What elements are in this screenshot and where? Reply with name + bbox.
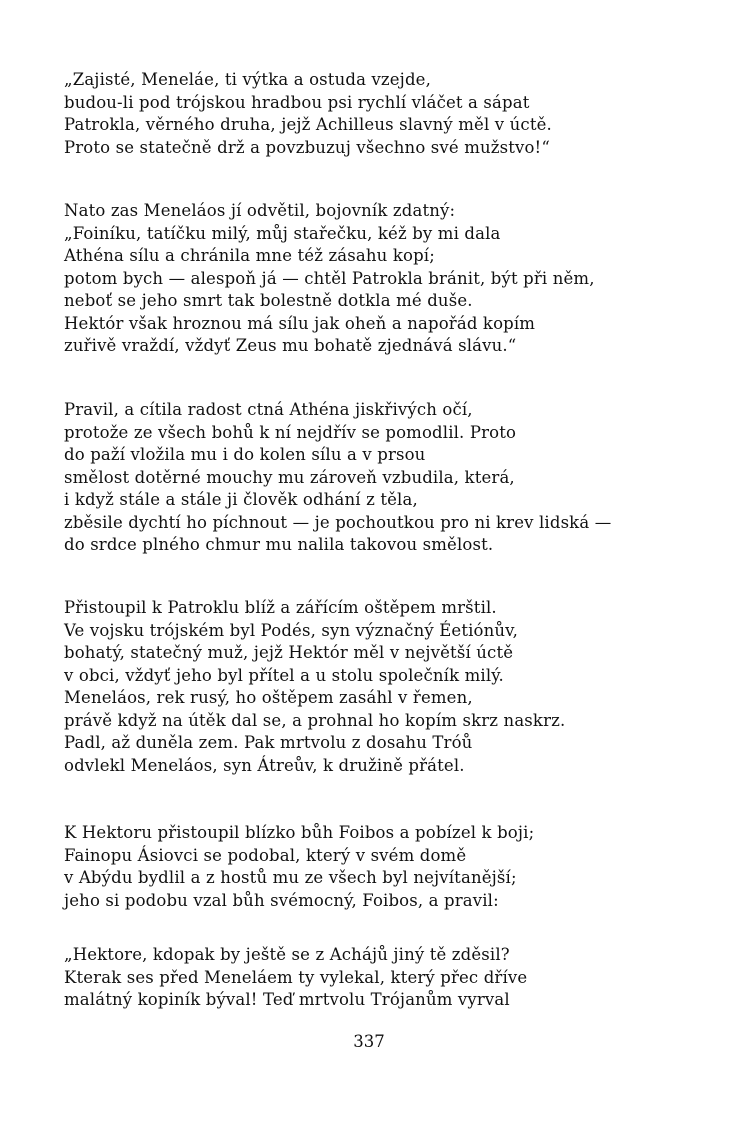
verse-line: „Hektore, kdopak by ještě se z Achájů jiný tě zděsil? xyxy=(64,945,510,964)
verse-line: budou-li pod trójskou hradbou psi rychlí vláčet a sápat xyxy=(64,92,530,112)
verse-line: K Hektoru přistoupil blízko bůh Foibos a pobízel k boji; xyxy=(64,823,535,842)
verse-line: jeho si podobu vzal bůh svémocný, Foibos, a pravil: xyxy=(64,890,499,910)
verse-line: i když stále a stále ji člověk odhání z těla, xyxy=(64,490,418,509)
stanza-3 xyxy=(64,399,704,557)
verse-line: Athéna sílu a chránila mne též zásahu kopí; xyxy=(64,246,435,265)
verse-line: Proto se statečně drž a povzbuzuj všechno své mužstvo!“ xyxy=(64,137,550,157)
verse-line: protože ze všech bohů k ní nejdřív se pomodlil. Proto xyxy=(64,422,517,442)
verse-line: zuřivě vraždí, vždyť Zeus mu bohatě zjednává slávu.“ xyxy=(64,336,517,355)
verse-line: Patrokla, věrného druha, jejž Achilleus slavný měl v úctě. xyxy=(64,115,552,134)
verse-line: Fainopu Ásiovci se podobal, který v svém domě xyxy=(64,845,467,865)
verse-line: Ve vojsku trójském byl Podés, syn význačný Éetiónův, xyxy=(64,620,519,640)
verse-line: „Foiníku, tatíčku milý, můj stařečku, kéž by mi dala xyxy=(64,223,501,243)
verse-line: zběsile dychtí ho píchnout — je pochoutkou pro ni krev lidská — xyxy=(64,512,612,532)
verse-line: Pravil, a cítila radost ctná Athéna jiskřivých očí, xyxy=(64,400,473,419)
verse-line: v obci, vždyť jeho byl přítel a u stolu společník milý. xyxy=(64,665,504,685)
verse-line: do srdce plného chmur mu nalila takovou smělost. xyxy=(64,535,494,554)
verse-line: odvlekl Meneláos, syn Átreův, k družině přátel. xyxy=(64,755,465,775)
verse-line: Padl, až duněla zem. Pak mrtvolu z dosahu Tróů xyxy=(64,733,473,752)
verse-line: právě když na útěk dal se, a prohnal ho kopím skrz naskrz. xyxy=(64,710,566,730)
verse-line: do paží vložila mu i do kolen sílu a v prsou xyxy=(64,445,426,464)
stanza-1 xyxy=(64,69,704,159)
verse-line: Kterak ses před Meneláem ty vylekal, který přec dříve xyxy=(64,967,528,987)
verse-line: „Zajisté, Meneláe, ti výtka a ostuda vzejde, xyxy=(64,70,431,89)
verse-line: smělost dotěrné mouchy mu zároveň vzbudila, která, xyxy=(64,467,515,487)
verse-line: potom bych — alespoň já — chtěl Patrokla bránit, být při něm, xyxy=(64,268,595,288)
verse-line: neboť se jeho smrt tak bolestně dotkla mé duše. xyxy=(64,291,473,310)
page-number: 337 xyxy=(353,1032,385,1051)
verse-line: Přistoupil k Patroklu blíž a zářícím oštěpem mrštil. xyxy=(64,598,497,617)
verse-line: bohatý, statečný muž, jejž Hektór měl v největší úctě xyxy=(64,643,514,662)
stanza-4 xyxy=(64,597,704,777)
verse-line: Meneláos, rek rusý, ho oštěpem zasáhl v řemen, xyxy=(64,688,473,707)
verse-line: v Abýdu bydlil a z hostů mu ze všech byl nejvítanější; xyxy=(64,868,517,887)
verse-line: malátný kopiník býval! Teď mrtvolu Trójanům vyrval xyxy=(64,990,510,1009)
stanza-2 xyxy=(64,200,704,358)
verse-line: Nato zas Meneláos jí odvětil, bojovník zdatný: xyxy=(64,201,456,220)
stanza-5 xyxy=(64,822,704,912)
stanza-6 xyxy=(64,944,704,1012)
verse-line: Hektór však hroznou má sílu jak oheň a napořád kopím xyxy=(64,313,536,333)
